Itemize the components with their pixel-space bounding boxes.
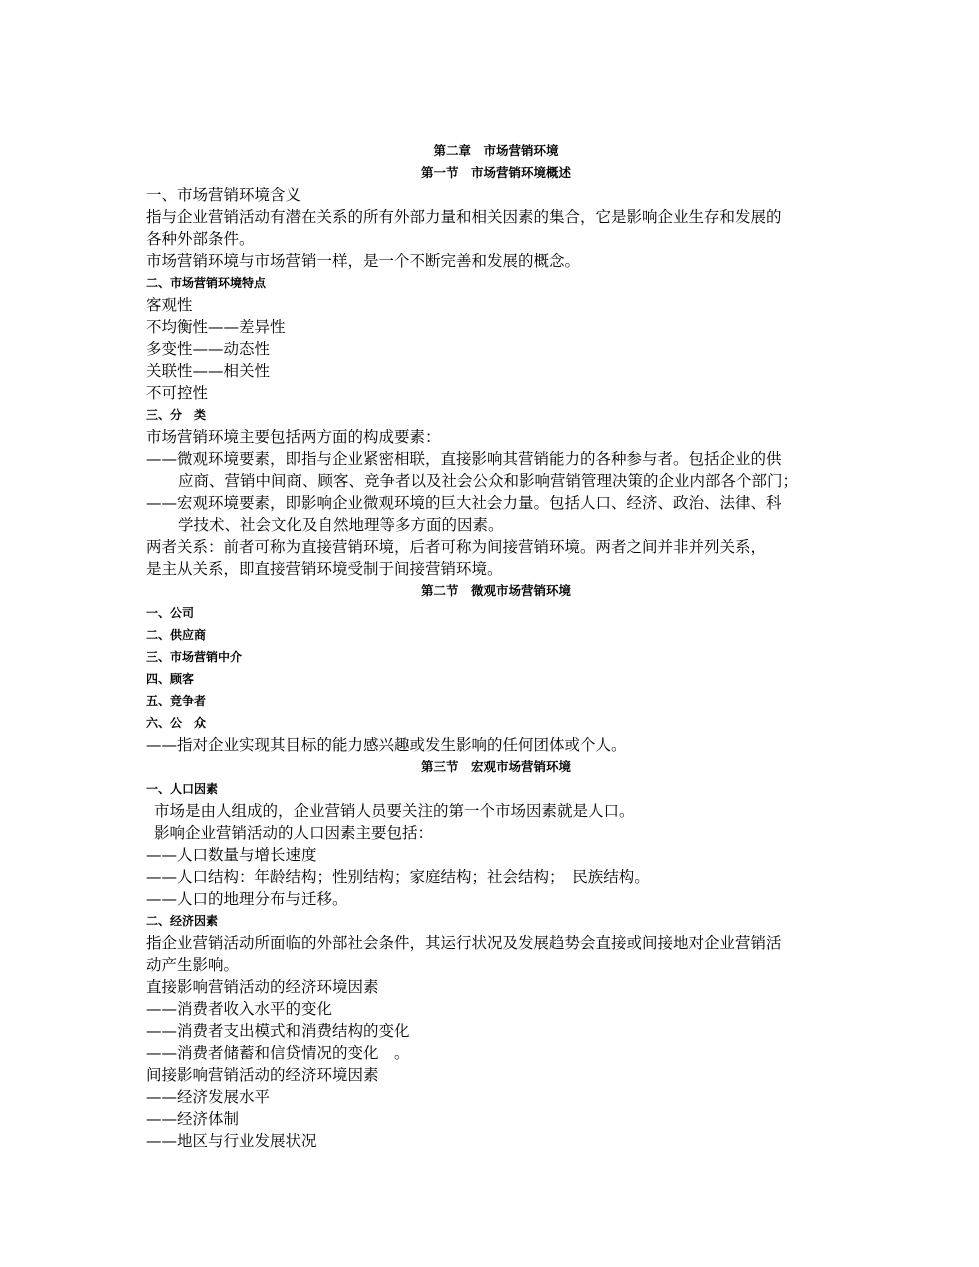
- section-title: 第一节 市场营销环境概述: [420, 165, 571, 180]
- paragraph-line: 客观性: [146, 296, 193, 314]
- document-body: [146, 140, 846, 1152]
- paragraph-line: 两者关系：前者可称为直接营销环境，后者可称为间接营销环境。两者之间并非并列关系，: [146, 538, 767, 556]
- paragraph-continuation: 应商、营销中间商、顾客、竞争者以及社会公众和影响营销管理决策的企业内部各个部门；: [178, 472, 799, 490]
- paragraph-line: 指企业营销活动所面临的外部社会条件，其运行状况及发展趋势会直接或间接地对企业营销活: [146, 934, 782, 952]
- paragraph-line: 间接影响营销活动的经济环境因素: [146, 1066, 379, 1084]
- paragraph-line: 一、市场营销环境含义: [146, 186, 302, 204]
- paragraph-line: ——消费者储蓄和信贷情况的变化 。: [146, 1044, 410, 1062]
- paragraph-line: ——宏观环境要素，即影响企业微观环境的巨大社会力量。包括人口、经济、政治、法律、科: [146, 494, 782, 512]
- subheading: 一、人口因素: [146, 782, 219, 796]
- paragraph-line: 多变性——动态性: [146, 340, 271, 358]
- subheading: 一、公司: [146, 606, 195, 620]
- paragraph-line: 各种外部条件。: [146, 230, 255, 248]
- paragraph-line: ——地区与行业发展状况: [146, 1132, 317, 1150]
- subheading: 二、供应商: [146, 628, 207, 642]
- subheading: 四、顾客: [146, 672, 195, 686]
- subheading: 二、市场营销环境特点: [146, 276, 267, 290]
- subheading: 二、经济因素: [146, 914, 219, 928]
- paragraph-line: 不均衡性——差异性: [146, 318, 286, 336]
- paragraph-line: ——经济发展水平: [146, 1088, 271, 1106]
- paragraph-line: 指与企业营销活动有潜在关系的所有外部力量和相关因素的集合，它是影响企业生存和发展的: [146, 208, 782, 226]
- paragraph-line: 是主从关系，即直接营销环境受制于间接营销环境。: [146, 560, 503, 578]
- paragraph-line: ——指对企业实现其目标的能力感兴趣或发生影响的任何团体或个人。: [146, 736, 627, 754]
- section-title: 第三节 宏观市场营销环境: [420, 759, 571, 774]
- paragraph-line: ——微观环境要素，即指与企业紧密相联，直接影响其营销能力的各种参与者。包括企业的供: [146, 450, 782, 468]
- paragraph-line: ——消费者支出模式和消费结构的变化: [146, 1022, 410, 1040]
- paragraph-line: ——人口数量与增长速度: [146, 846, 317, 864]
- paragraph-line: 直接影响营销活动的经济环境因素: [146, 978, 379, 996]
- paragraph-line: ——经济体制: [146, 1110, 240, 1128]
- chapter-title: 第二章 市场营销环境: [433, 143, 559, 158]
- paragraph-line: ——人口结构：年龄结构；性别结构；家庭结构；社会结构； 民族结构。: [146, 868, 650, 886]
- paragraph-continuation: 学技术、社会文化及自然地理等多方面的因素。: [178, 516, 504, 534]
- paragraph-line: 影响企业营销活动的人口因素主要包括：: [154, 824, 434, 842]
- subheading: 三、分 类: [146, 408, 207, 422]
- paragraph-line: 不可控性: [146, 384, 209, 402]
- paragraph-line: ——人口的地理分布与迁移。: [146, 890, 348, 908]
- subheading: 五、竞争者: [146, 694, 207, 708]
- paragraph-line: 市场营销环境与市场营销一样，是一个不断完善和发展的概念。: [146, 252, 581, 270]
- subheading: 三、市场营销中介: [146, 650, 243, 664]
- subheading: 六、公 众: [146, 716, 207, 730]
- paragraph-line: ——消费者收入水平的变化: [146, 1000, 333, 1018]
- paragraph-line: 市场是由人组成的，企业营销人员要关注的第一个市场因素就是人口。: [154, 802, 635, 820]
- paragraph-line: 关联性——相关性: [146, 362, 271, 380]
- section-title: 第二节 微观市场营销环境: [420, 583, 571, 598]
- paragraph-line: 市场营销环境主要包括两方面的构成要素：: [146, 428, 441, 446]
- paragraph-line: 动产生影响。: [146, 956, 240, 974]
